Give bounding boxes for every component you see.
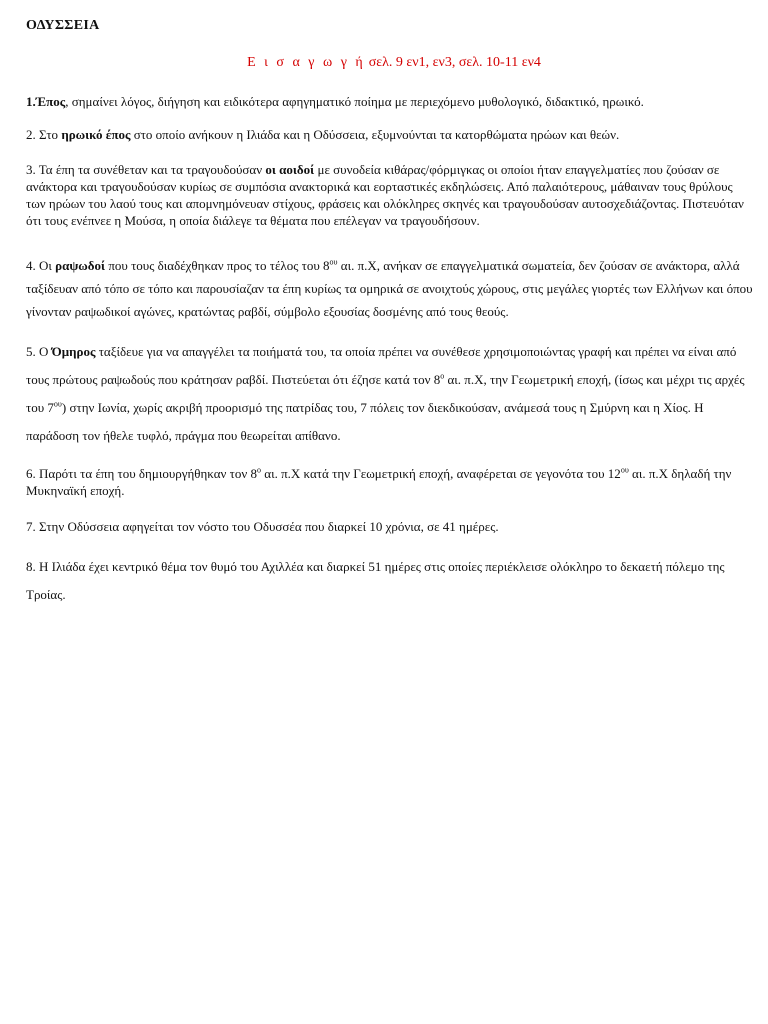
p3-text-b: με συνοδεία κιθάρας/φόρμιγκας οι οποίοι ήταν επαγγελματίες που ζούσαν σε ανάκτορα και τραγουδούσαν κυρίως σε συμπόσια ανακτορικά και εορταστικές εκδηλώσεις. Από παλαιότερους, μάθαιναν τους θρύλους των ηρώων του λαού τους και απομνημόνευαν στίχους, φράσεις και ολόκληρες σκηνές και τραγουδούσαν αυτοσχεδιάζοντας. Πιστευόταν ότι τους ενέπνεε η Μούσα, η οποία διάλεγε τα θέματα που επέλεγαν να τραγουδήσουν.	[26, 162, 744, 228]
p2-text-a: 2. Στο	[26, 127, 62, 142]
intro-pages: σελ. 9 εν1, εν3, σελ. 10-11 εν4	[365, 55, 541, 70]
p2-text-b: στο οποίο ανήκουν η Ιλιάδα και η Οδύσσεια, εξυμνούνται τα κατορθώματα ηρώων και θεών.	[130, 127, 620, 142]
p6-text-a: 6. Παρότι τα έπη του δημιουργήθηκαν τον 8	[26, 466, 258, 481]
p6-superscript-1: ο	[257, 465, 262, 475]
paragraph-3	[26, 161, 754, 229]
paragraph-6	[26, 465, 754, 499]
p1-term: 1.Έπος	[26, 94, 66, 109]
paragraph-5	[26, 338, 754, 450]
p6-text-c: αι. π.Χ δηλαδή την Μυκηναϊκή εποχή.	[26, 466, 732, 498]
p5-superscript-2: ου	[53, 399, 62, 409]
p2-term: ηρωικό έπος	[61, 127, 131, 142]
p4-text-a: 4. Οι	[26, 258, 56, 273]
paragraph-7: 7. Στην Οδύσσεια αφηγείται τον νόστο του Οδυσσέα που διαρκεί 10 χρόνια, σε 41 ημέρες.	[26, 519, 499, 534]
p5-term: Όμηρος	[51, 344, 96, 359]
p3-term: οι αοιδοί	[265, 162, 315, 177]
p3-text-a: 3. Τα έπη τα συνέθεταν και τα τραγουδούσαν	[26, 162, 266, 177]
p4-term: ραψωδοί	[55, 258, 106, 273]
p5-text-b: ταξίδευε για να απαγγέλει τα ποιήματά του, τα οποία πρέπει να συνέθεσε χρησιμοποιώντας γραφή και πρέπει να είναι από τους πρώτους ραψωδούς που κράτησαν ραβδί. Πιστεύεται ότι έζησε κατά τον 8	[26, 344, 737, 387]
paragraph-2	[26, 126, 754, 143]
p6-superscript-2: ου	[620, 465, 629, 475]
p5-superscript-1: ο	[440, 371, 445, 381]
p4-text-c: αι. π.Χ, ανήκαν σε επαγγελματικά σωματεία, δεν ζούσαν σε ανάκτορα, αλλά ταξίδευαν από τόπο σε τόπο και παρουσίαζαν τα έπη κυρίως τα ομηρικά σε ανοιχτούς χώρους, στις μεγάλες γιορτές των Ελλήνων και όπου γίνονταν ραψωδικοί αγώνες, κρατώντας ραβδί, σύμβολο εξουσίας δοσμένης από τους θεούς.	[26, 258, 753, 319]
paragraph-1	[26, 93, 754, 110]
document-title: ΟΔΥΣΣΕΙΑ	[26, 18, 100, 33]
paragraph-8: 8. Η Ιλιάδα έχει κεντρικό θέμα τον θυμό του Αχιλλέα και διαρκεί 51 ημέρες στις οποίες περιέκλεισε ολόκληρο το δεκαετή πόλεμο της Τροίας.	[26, 559, 725, 602]
p4-superscript: ου	[329, 257, 338, 267]
paragraph-4	[26, 254, 754, 323]
p1-text: , σημαίνει λόγος, διήγηση και ειδικότερα αφηγηματικό ποίημα με περιεχόμενο μυθολογικό, διδακτικό, ηρωικό.	[65, 94, 644, 109]
p5-text-a: 5. Ο	[26, 344, 52, 359]
p5-text-d: ) στην Ιωνία, χωρίς ακριβή προορισμό της πατρίδας του, 7 πόλεις τον διεκδικούσαν, ανάμεσά τους η Σμύρνη και η Χίος. Η παράδοση τον ήθελε τυφλό, πράγμα που θεωρείται απίθανο.	[26, 400, 704, 443]
p6-text-b: αι. π.Χ κατά την Γεωμετρική εποχή, αναφέρεται σε γεγονότα του 12	[261, 466, 621, 481]
p5-text-c: αι. π.Χ, την Γεωμετρική εποχή, (ίσως και μέχρι τις αρχές του 7	[26, 372, 745, 415]
p4-text-b: που τους διαδέχθηκαν προς το τέλος του 8	[105, 258, 330, 273]
intro-reference	[0, 55, 768, 71]
intro-word: Ε ι σ α γ ω γ ή	[247, 55, 366, 70]
